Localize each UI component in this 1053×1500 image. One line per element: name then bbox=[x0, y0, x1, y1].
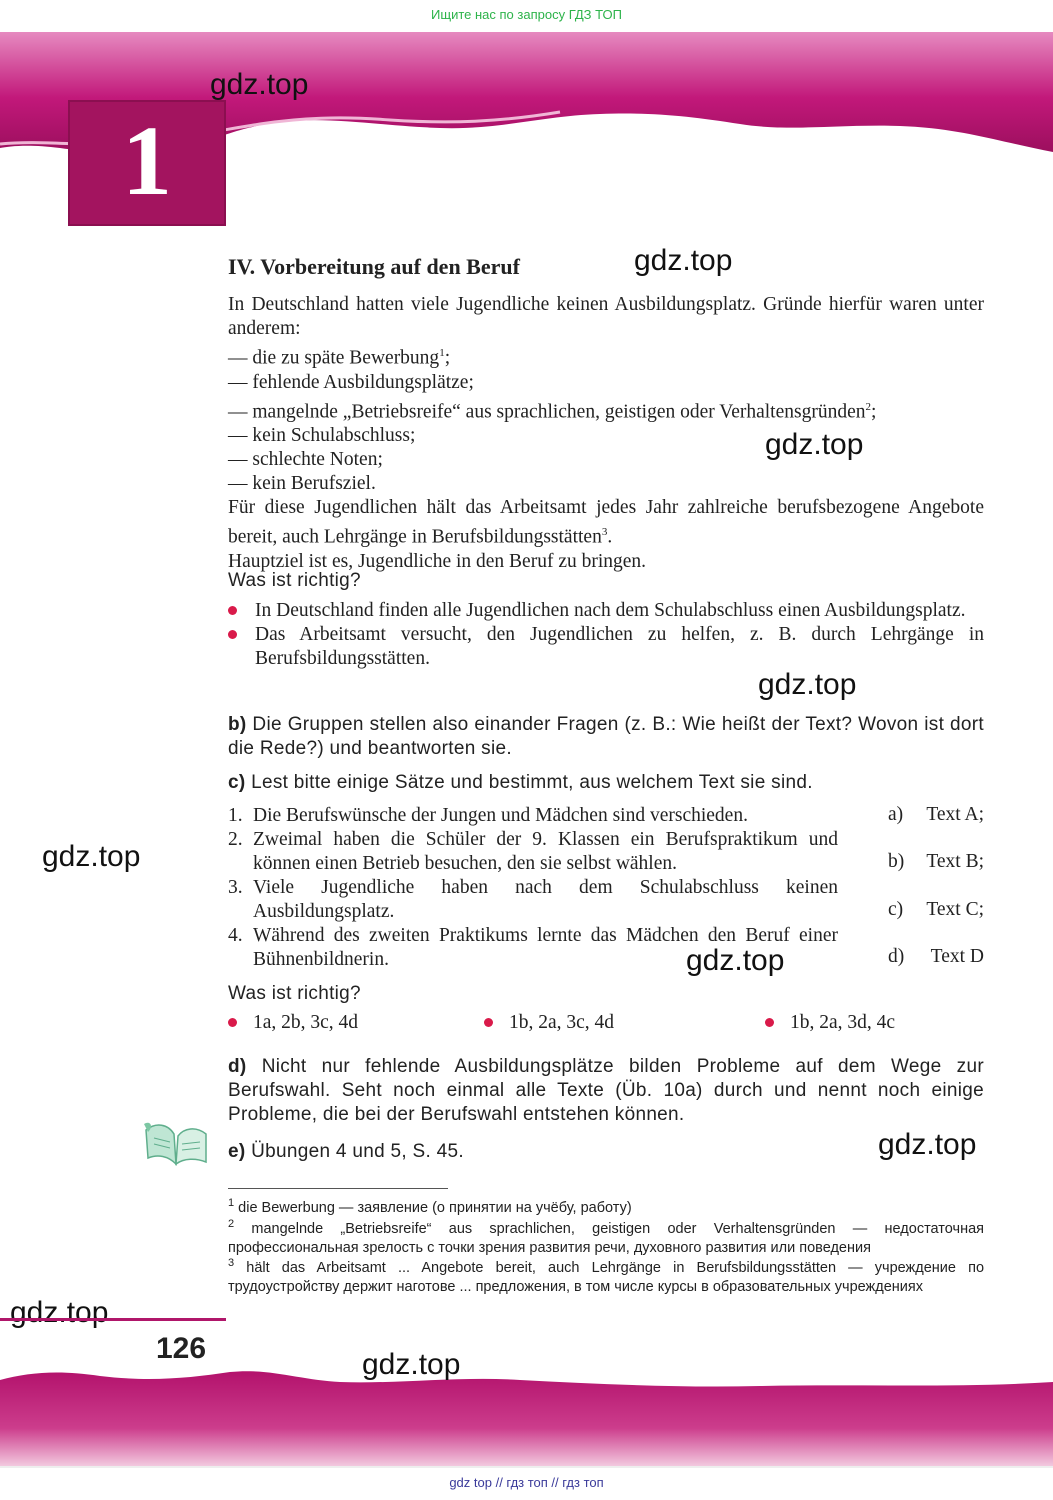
text-option: d) Text D bbox=[888, 946, 984, 967]
answer-option[interactable]: 1b, 2a, 3c, 4d bbox=[484, 1012, 614, 1034]
task-e: e) Übungen 4 und 5, S. 45. bbox=[228, 1141, 464, 1162]
chapter-number: 1 bbox=[122, 105, 172, 216]
bottom-banner-text: gdz top // гдз топ // гдз топ bbox=[449, 1475, 604, 1490]
reason-item: — kein Berufsziel. bbox=[228, 473, 376, 494]
footnote: $^3$ hält das Arbeitsamt ... Angebote bereit, auch Lehrgänge in Berufsbildungsstätten — учреждение по трудоустройству держит наготове ... предложения, в том числе курсы в образовательных учреждениях bbox=[228, 1257, 985, 1295]
watermark: gdz.top bbox=[634, 244, 733, 277]
top-banner-text: Ищите нас по запросу ГДЗ ТОП bbox=[431, 7, 622, 22]
page-number-rule bbox=[0, 1318, 226, 1321]
answer-option[interactable]: Das Arbeitsamt versucht, den Jugendlichen zu helfen, z. B. durch Lehrgänge in Berufsbildungsstätten. bbox=[228, 623, 984, 671]
watermark: gdz.top bbox=[878, 1128, 977, 1161]
bullet-icon bbox=[228, 1018, 237, 1027]
chapter-number-box bbox=[68, 100, 226, 226]
watermark: gdz.top bbox=[10, 1296, 109, 1329]
text-option: b) Text B; bbox=[888, 851, 984, 872]
footnote: $^2$ mangelnde „Betriebsreife“ aus sprachlichen, geistigen oder Verhaltensgründen — недостаточная профессиональная зрелость с точки зрения развития речи, духовного развития или поведения bbox=[228, 1218, 984, 1256]
watermark: gdz.top bbox=[42, 840, 141, 873]
reason-item: — schlechte Noten; bbox=[228, 449, 383, 470]
textbook-page bbox=[0, 32, 1053, 1466]
open-book-icon bbox=[142, 1120, 212, 1172]
answer-option[interactable]: 1b, 2a, 3d, 4c bbox=[765, 1012, 895, 1034]
answer-option[interactable]: In Deutschland finden alle Jugendlichen nach dem Schulabschluss einen Ausbildungsplatz. bbox=[228, 599, 984, 623]
watermark: gdz.top bbox=[765, 428, 864, 461]
footnote-divider bbox=[228, 1188, 448, 1189]
task-b: b) Die Gruppen stellen also einander Fragen (z. B.: Wie heißt der Text? Wovon ist dort die Rede?) und beantworten sie. bbox=[228, 714, 984, 759]
top-banner bbox=[0, 0, 1053, 32]
task-c: c) Lest bitte einige Sätze und bestimmt, aus welchem Text sie sind. bbox=[228, 772, 813, 793]
intro-block bbox=[228, 293, 984, 574]
reasons-list bbox=[228, 341, 984, 496]
bullet-icon bbox=[765, 1018, 774, 1027]
watermark: gdz.top bbox=[362, 1348, 461, 1381]
bullet-icon bbox=[484, 1018, 493, 1027]
sentence-item: 1. Die Berufswünsche der Jungen und Mädchen sind verschieden. bbox=[228, 805, 748, 826]
intro-paragraph: In Deutschland hatten viele Jugendliche keinen Ausbildungsplatz. Gründe hierfür waren unter anderem: bbox=[228, 294, 984, 339]
text-option: a) Text A; bbox=[888, 804, 984, 825]
intro-paragraph-2: Für diese Jugendlichen hält das Arbeitsamt jedes Jahr zahlreiche berufsbezogene Angebote bereit, auch Lehrgänge in Berufsbildungsstätten$^3$. bbox=[228, 497, 984, 548]
watermark: gdz.top bbox=[210, 68, 309, 101]
question-options bbox=[228, 599, 984, 671]
page-number: 126 bbox=[156, 1332, 207, 1365]
bullet-icon bbox=[228, 606, 237, 615]
question-title: Was ist richtig? bbox=[228, 983, 361, 1004]
section-title: IV. Vorbereitung auf den Beruf bbox=[228, 254, 520, 279]
watermark: gdz.top bbox=[758, 668, 857, 701]
bottom-banner bbox=[0, 1468, 1053, 1500]
sentence-item: 3. Viele Jugendliche haben nach dem Schulabschluss keinen Ausbildungsplatz. bbox=[228, 877, 838, 922]
reason-item: — mangelnde „Betriebsreife“ aus sprachlichen, geistigen oder Verhaltensgründen$^2$; bbox=[228, 400, 877, 422]
task-d: d) Nicht nur fehlende Ausbildungsplätze bilden Probleme auf dem Wege zur Berufswahl. Seht noch einmal alle Texte (Üb. 10a) durch und nennt noch einige Probleme, die bei der Berufswahl entstehen können. bbox=[228, 1056, 984, 1125]
text-option: c) Text C; bbox=[888, 899, 984, 920]
reason-item: — die zu späte Bewerbung$^1$; bbox=[228, 347, 451, 369]
reason-item: — kein Schulabschluss; bbox=[228, 425, 416, 446]
answer-option[interactable]: 1a, 2b, 3c, 4d bbox=[228, 1012, 358, 1034]
reason-item: — fehlende Ausbildungsplätze; bbox=[228, 371, 474, 393]
watermark: gdz.top bbox=[686, 944, 785, 977]
bullet-icon bbox=[228, 630, 237, 639]
intro-paragraph-3: Hauptziel ist es, Jugendliche in den Beruf zu bringen. bbox=[228, 550, 647, 572]
sentence-list bbox=[228, 804, 838, 972]
sentence-item: 4. Während des zweiten Praktikums lernte das Mädchen den Beruf einer Bühnenbildnerin. bbox=[228, 925, 838, 970]
sentence-item: 2. Zweimal haben die Schüler der 9. Klassen ein Berufspraktikum und können einen Betrieb besuchen, den sie selbst wählen. bbox=[228, 829, 838, 874]
footnote: $^1$ die Bewerbung — заявление (о принятии на учёбу, работу) bbox=[228, 1197, 632, 1216]
question-title: Was ist richtig? bbox=[228, 570, 361, 591]
